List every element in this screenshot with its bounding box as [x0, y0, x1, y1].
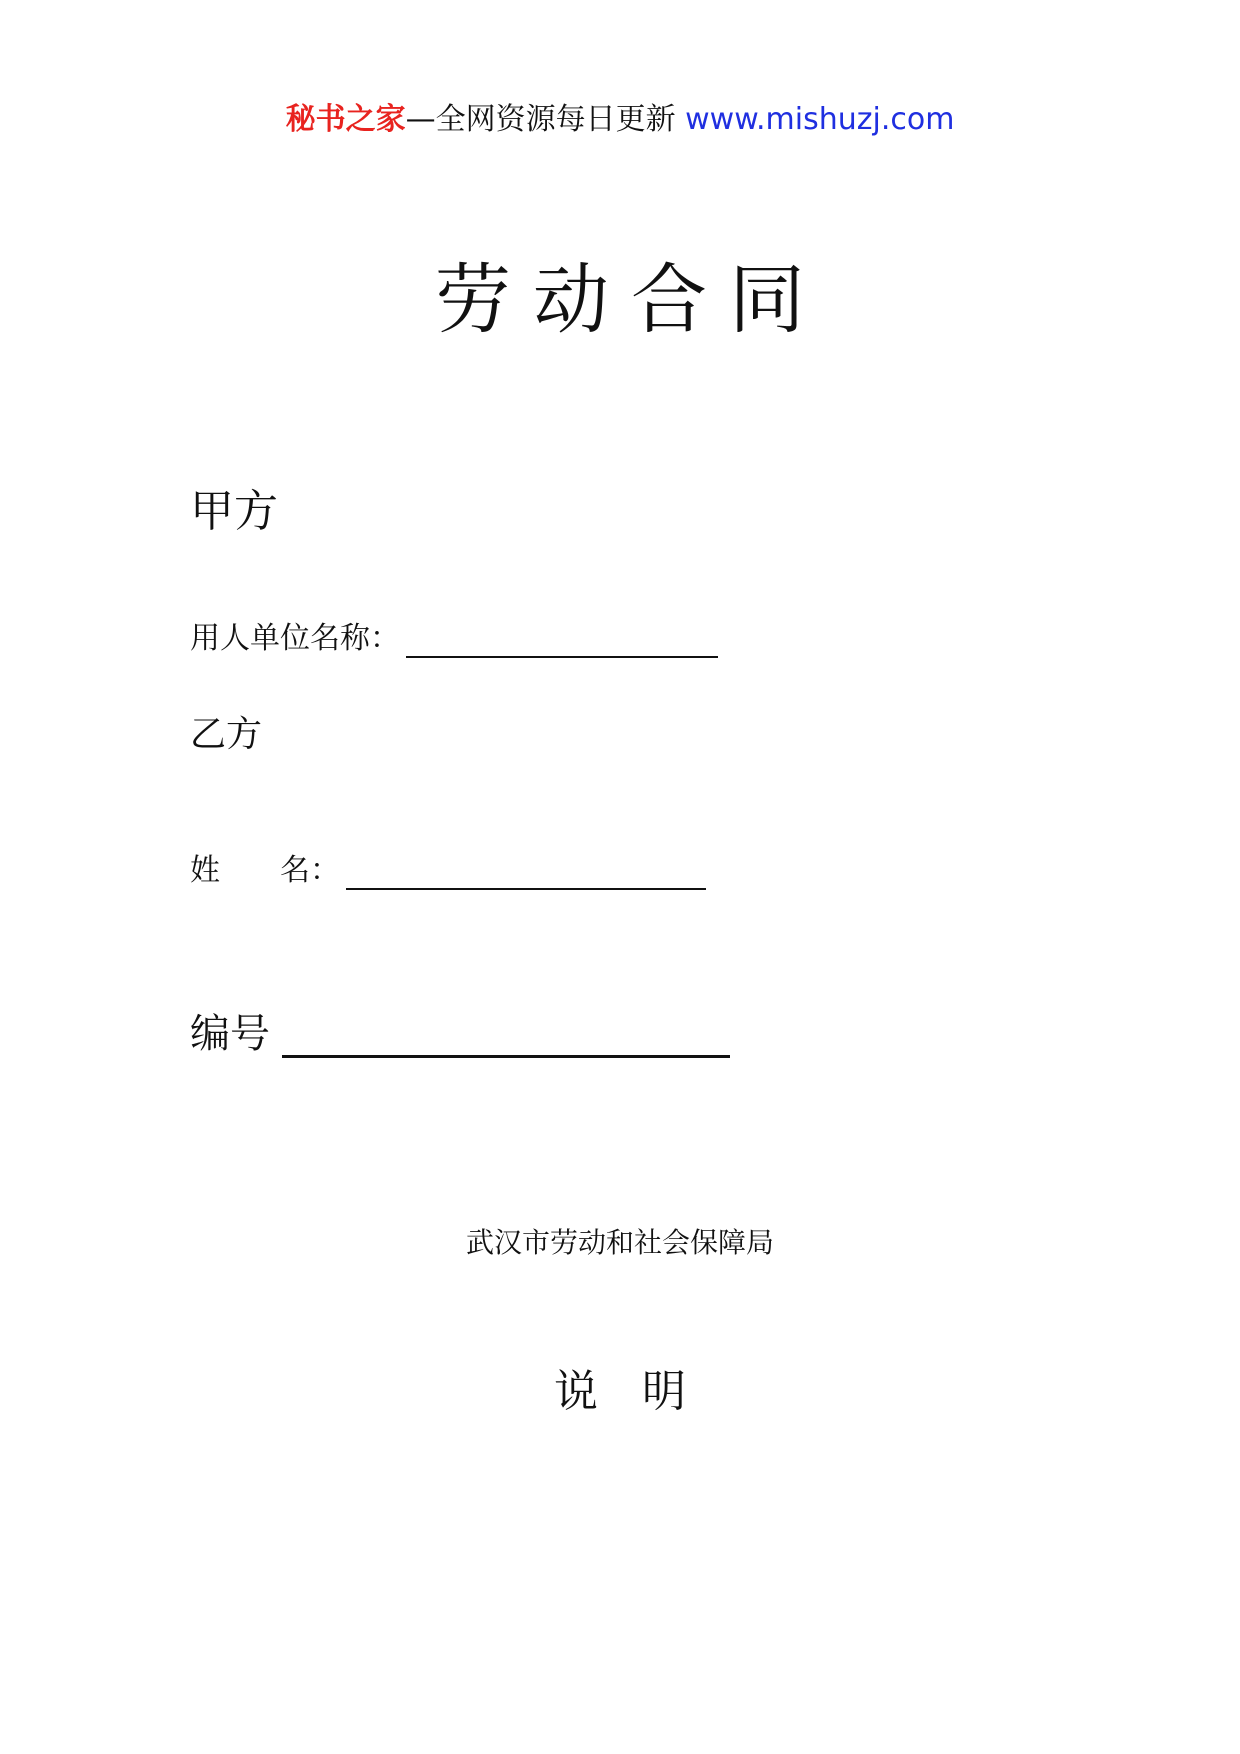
serial-number-field	[190, 1010, 730, 1058]
site-url-link[interactable]: www.mishuzj.com	[685, 102, 955, 137]
employee-name-blank[interactable]	[346, 858, 706, 890]
banner-slogan: —全网资源每日更新	[405, 102, 676, 137]
brand-name: 秘书之家	[285, 102, 406, 137]
section-title-instructions: 说明	[554, 1366, 730, 1417]
party-b-heading: 乙方	[190, 714, 263, 755]
issuing-authority: 武汉市劳动和社会保障局	[465, 1226, 774, 1259]
site-banner	[0, 100, 1240, 140]
employee-name-label: 姓 名：	[190, 853, 340, 888]
party-a-heading: 甲方	[190, 486, 278, 537]
serial-number-blank[interactable]	[282, 1019, 730, 1058]
serial-number-label: 编号	[190, 1011, 270, 1057]
employer-name-blank[interactable]	[406, 626, 718, 658]
employer-name-field	[190, 620, 718, 658]
employer-name-label: 用人单位名称：	[190, 621, 400, 656]
document-title: 劳动合同	[435, 255, 827, 344]
employee-name-field	[190, 852, 706, 890]
